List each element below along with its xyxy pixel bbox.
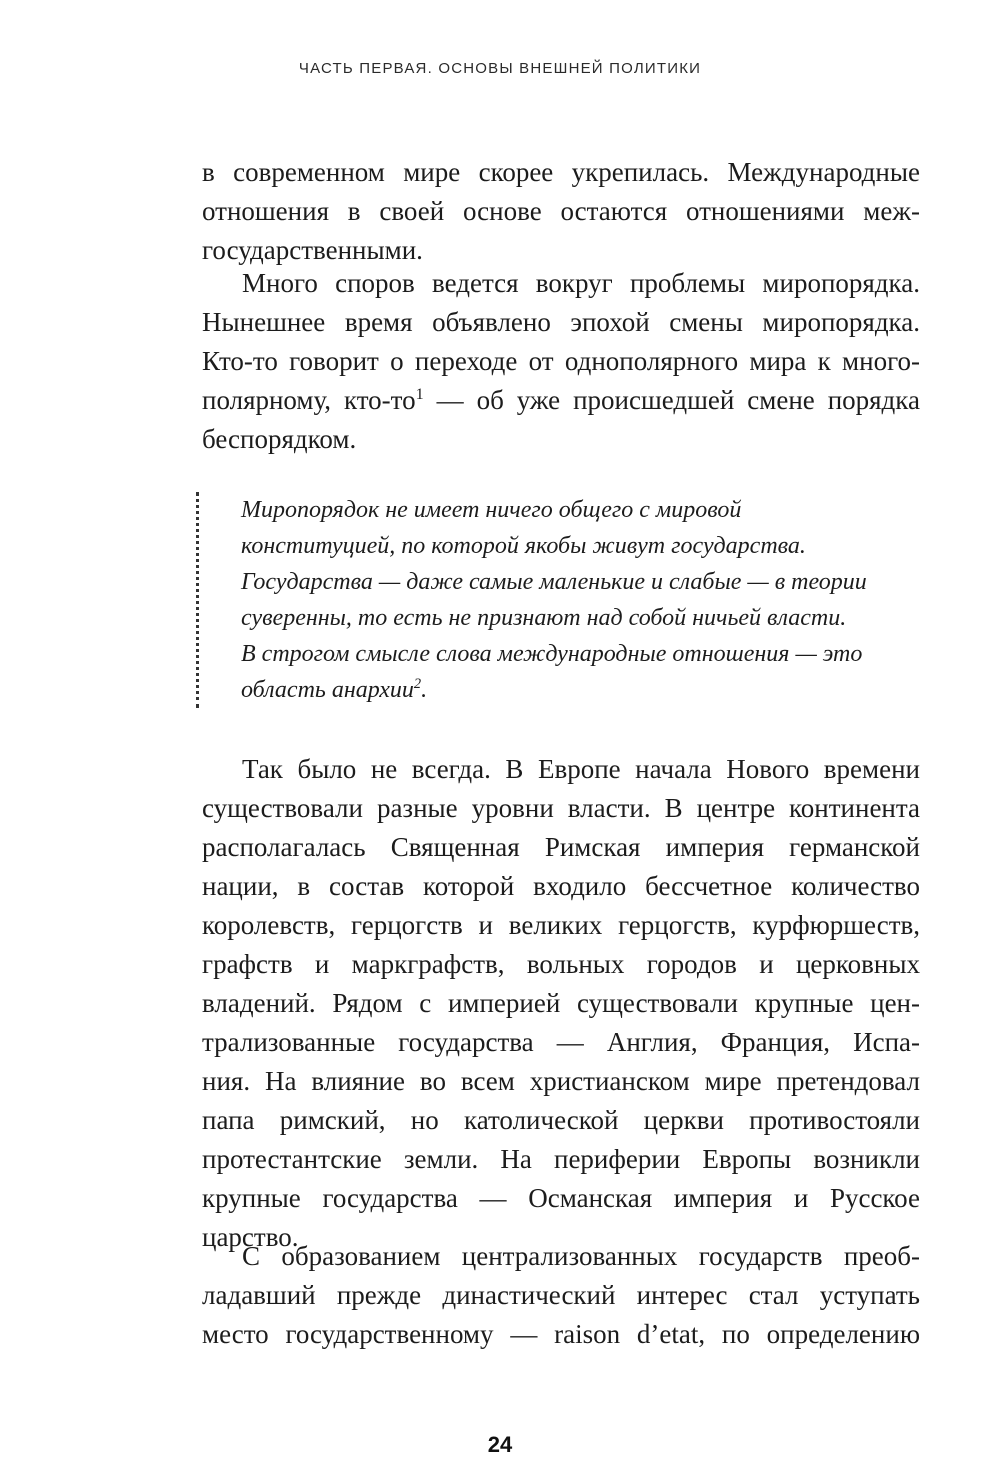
text-line: ладавший прежде династический интерес стал уступать — [202, 1280, 920, 1310]
paragraph-raison-detat — [202, 1237, 920, 1354]
paragraph-continuation — [202, 153, 920, 270]
text-line: существовали разные уровни власти. В центре континента — [202, 793, 920, 823]
footnote-ref-1[interactable]: 1 — [415, 385, 424, 403]
quote-line: Государства — даже самые маленькие и слабые — в теории — [241, 569, 867, 595]
text-line: место государственному — raison d’etat, по определению — [202, 1319, 920, 1349]
text-fragment: — об уже происшедшей смене порядка — [423, 385, 920, 415]
running-header: ЧАСТЬ ПЕРВАЯ. ОСНОВЫ ВНЕШНЕЙ ПОЛИТИКИ — [298, 60, 702, 77]
text-line: папа римский, но католической церкви противостояли — [202, 1105, 920, 1135]
text-line: нации, в состав которой входило бессчетное количество — [202, 871, 920, 901]
text-line: протестантские земли. На периферии Европы возникли — [202, 1144, 920, 1174]
text-line: Много споров ведется вокруг проблемы миропорядка. — [242, 268, 920, 298]
quote-line: В строгом смысле слова международные отношения — это — [241, 641, 863, 667]
paragraph-early-modern-europe — [202, 750, 920, 1257]
text-fragment: область анархии — [241, 677, 414, 703]
paragraph-world-order — [202, 264, 920, 459]
text-line: беспорядком. — [202, 424, 357, 454]
text-line: Так было не всегда. В Европе начала Нового времени — [242, 754, 920, 784]
text-line: трализованные государства — Англия, Франция, Испа- — [202, 1027, 920, 1057]
text-line — [202, 381, 920, 420]
text-fragment: полярному, кто-то — [202, 385, 416, 415]
text-line: королевств, герцогств и великих герцогств, курфюршеств, — [202, 910, 920, 940]
text-line: владений. Рядом с империей существовали крупные цен- — [202, 988, 920, 1018]
block-quote — [196, 492, 941, 708]
quote-line: Миропорядок не имеет ничего общего с мировой — [241, 497, 742, 523]
quote-line: суверенны, то есть не признают над собой ничьей власти. — [241, 605, 847, 631]
text-line: ния. На влияние во всем христианском мире претендовал — [202, 1066, 920, 1096]
text-line: располагалась Священная Римская империя германской — [202, 832, 920, 862]
text-fragment: . — [421, 677, 428, 703]
text-line: графств и маркграфств, вольных городов и церковных — [202, 949, 920, 979]
text-line: С образованием централизованных государств преоб- — [242, 1241, 920, 1271]
text-line: царство. — [202, 1222, 299, 1252]
quote-line — [241, 672, 941, 708]
footnote-ref-2[interactable]: 2 — [413, 676, 422, 692]
text-line: государственными. — [202, 235, 423, 265]
text-line: в современном мире скорее укрепилась. Международные — [202, 157, 920, 187]
quote-line: конституцией, по которой якобы живут государства. — [241, 533, 806, 559]
page-number: 24 — [487, 1432, 513, 1457]
text-line: Кто-то говорит о переходе от однополярного мира к много- — [202, 346, 920, 376]
text-line: Нынешнее время объявлено эпохой смены миропорядка. — [202, 307, 920, 337]
text-line: отношения в своей основе остаются отношениями меж- — [202, 196, 920, 226]
text-line: крупные государства — Османская империя и Русское — [202, 1183, 920, 1213]
